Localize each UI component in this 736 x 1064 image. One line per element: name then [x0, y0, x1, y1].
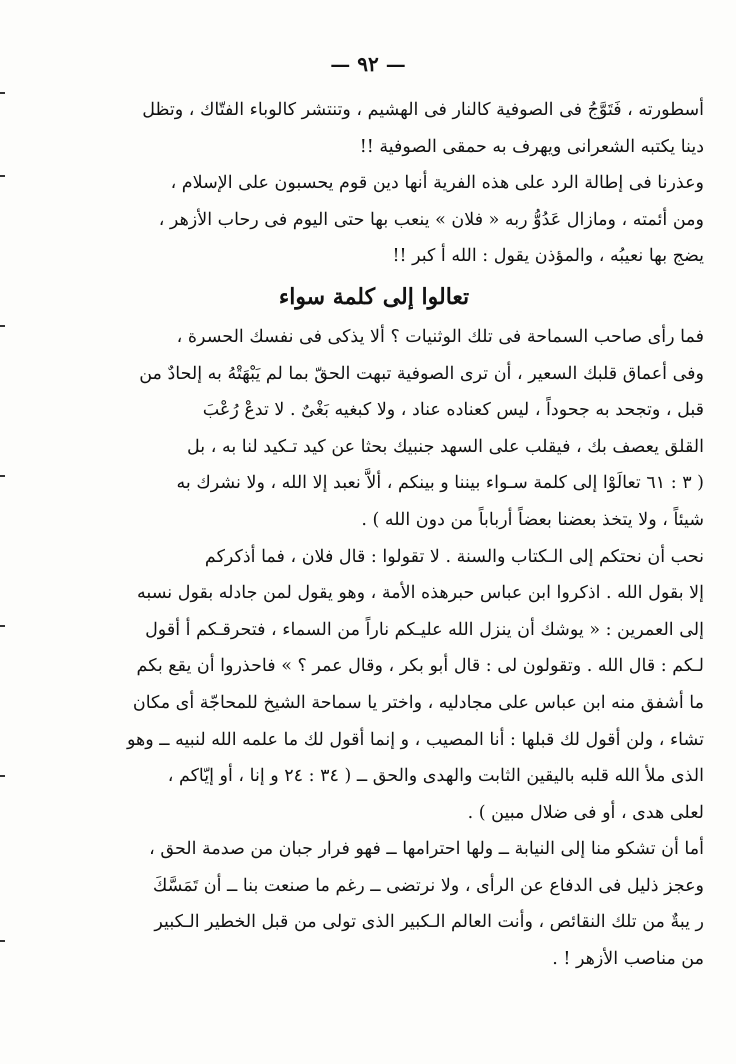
page-number: — ٩٢ — [330, 52, 406, 76]
text-line: قبل ، وتجحد به جحوداً ، ليس كعناده عناد ، ولا كبغيه بَغْىٌ . لا تدعْ رُعْبَ [202, 400, 704, 421]
scan-edge-mark [0, 940, 5, 942]
section-heading: تعالوا إلى كلمة سواء [278, 283, 470, 310]
text-line: شيئاً ، ولا يتخذ بعضنا بعضاً أرباباً من دون الله ) . [361, 509, 704, 530]
scan-edge-mark [0, 325, 5, 327]
text-line: تشاء ، ولن أقول لك قبلها : أنا المصيب ، و إنما أقول لك ما علمه الله لنبيه ــ وهو [127, 729, 704, 750]
body-text [44, 92, 704, 978]
scan-edge-mark [0, 92, 5, 94]
text-line: ما أشفق منه ابن عباس على مجادليه ، واختر يا سماحة الشيخ للمحاجّة أى مكان [132, 692, 704, 713]
text-line: من مناصب الأزهر ! . [552, 949, 704, 970]
text-line: فما رأى صاحب السماحة فى تلك الوثنيات ؟ ألا يذكى فى نفسك الحسرة ، [176, 326, 704, 347]
text-line: لعلى هدى ، أو فى ضلال مبين ) . [467, 802, 704, 823]
text-line: أسطورته ، فَتَوَّجُ فى الصوفية كالنار فى الهشيم ، وتنتشر كالوباء الفتّاك ، وتظل [142, 100, 704, 120]
text-line: لـكم : قال الله . وتقولون لى : قال أبو بكر ، وقال عمر ؟ » فاحذروا أن يقع بكم [136, 656, 704, 677]
scan-edge-mark [0, 625, 5, 627]
text-line: دينا يكتبه الشعرانى ويهرف به حمقى الصوفية !! [359, 136, 704, 157]
text-line: إلا بقول الله . اذكروا ابن عباس حبرهذه الأمة ، وهو يقول لمن جادله بقول نسبه [137, 583, 704, 604]
text-line: نحب أن نحتكم إلى الـكتاب والسنة . لا تقولوا : قال فلان ، فما أذكركم [204, 546, 704, 567]
text-line: ومن أئمته ، ومازال عَدُوُّ ربه « فلان » ينعب بها حتى اليوم فى رحاب الأزهر ، [158, 209, 704, 230]
scan-edge-mark [0, 475, 5, 477]
text-line: ر يبةٌ من تلك النقائص ، وأنت العالم الـكبير الذى تولى من قبل الخطير الـكبير [154, 912, 704, 933]
text-line: وعجز ذليل فى الدفاع عن الرأى ، ولا نرتضى ــ رغم ما صنعت بنا ــ أن تَمَسَّكَ [152, 875, 704, 896]
text-line: القلق يعصف بك ، فيقلب على السهد جنبيك بحثا عن كيد تـكيد لنا به ، بل [187, 436, 704, 457]
text-line: وفى أعماق قلبك السعير ، أن ترى الصوفية تبهت الحقّ بما لم يَبْهَتْهُ به إلحادٌ من [139, 363, 704, 384]
text-line: إلى العمرين : « يوشك أن ينزل الله عليـكم ناراً من السماء ، فتحرقـكم أ أقول [145, 619, 704, 640]
text-line: الذى ملأ الله قلبه باليقين الثابت والهدى والحق ــ ( ٣٤ : ٢٤ و إنا ، أو إيّاكم ، [167, 766, 704, 787]
text-line: ( ٣ : ٦١ تعالَوْا إلى كلمة سـواء بيننا و بينكم ، ألاَّ نعبد إلا الله ، ولا نشرك به [176, 473, 704, 494]
scan-edge-mark [0, 175, 5, 177]
text-line: وعذرنا فى إطالة الرد على هذه الفرية أنها دين قوم يحسبون على الإسلام ، [170, 173, 704, 194]
text-line: أما أن تشكو منا إلى النيابة ــ ولها احترامها ــ فهو فرار جبان من صدمة الحق ، [149, 839, 704, 860]
scan-edge-mark [0, 775, 5, 777]
text-line: يضج بها نعيبُه ، والمؤذن يقول : الله أ كبر !! [392, 246, 704, 267]
